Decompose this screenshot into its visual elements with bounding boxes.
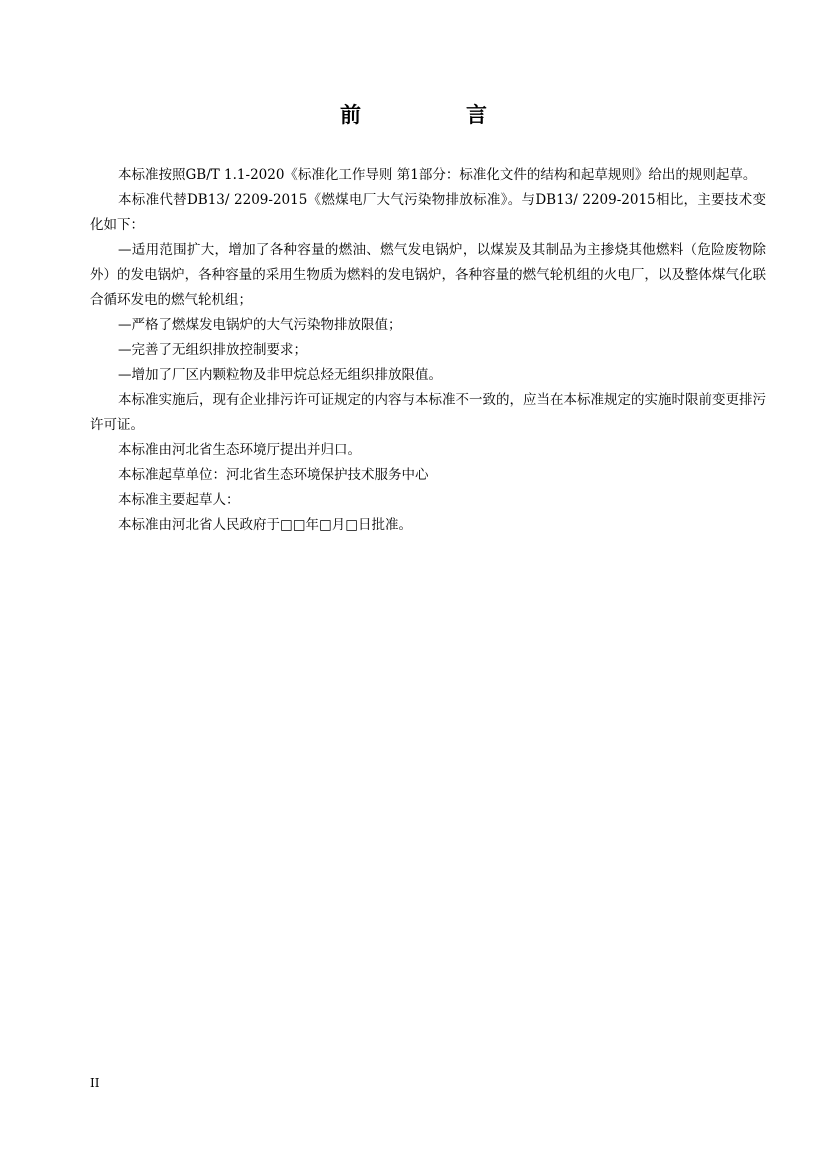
page-title: 前 言: [340, 102, 529, 127]
foreword-body: [90, 163, 766, 538]
paragraph-change-limits: —严格了燃煤发电锅炉的大气污染物排放限值；: [118, 317, 402, 333]
paragraph-change-fugitive-control: —完善了无组织排放控制要求；: [118, 342, 307, 358]
paragraph-change-fugitive-limits: —增加了厂区内颗粒物及非甲烷总烃无组织排放限值。: [118, 367, 442, 383]
paragraph-drafting-unit: 本标准起草单位：河北省生态环境保护技术服务中心: [118, 467, 429, 483]
paragraph-drafters: 本标准主要起草人：: [118, 492, 240, 508]
paragraph-proposer: 本标准由河北省生态环境厅提出并归口。: [118, 442, 361, 458]
paragraph-permit: 本标准实施后，现有企业排污许可证规定的内容与本标准不一致的，应当在本标准规定的实施时限前变更排污许可证。: [90, 392, 766, 433]
paragraph-approval: 本标准由河北省人民政府于□□年□月□日批准。: [118, 517, 413, 533]
page-number: II: [90, 1076, 100, 1090]
paragraph-drafting-rules: 本标准按照GB/T 1.1-2020《标准化工作导则 第1部分：标准化文件的结构和起草规则》给出的规则起草。: [118, 167, 757, 183]
paragraph-change-scope: —适用范围扩大，增加了各种容量的燃油、燃气发电锅炉，以煤炭及其制品为主掺烧其他燃料（危险废物除外）的发电锅炉，各种容量的采用生物质为燃料的发电锅炉，各种容量的燃气轮机组的火电厂，以及整体煤气化联合循环发电的燃气轮机组；: [90, 242, 766, 308]
paragraph-replacement: 本标准代替DB13/ 2209-2015《燃煤电厂大气污染物排放标准》。与DB13/ 2209-2015相比，主要技术变化如下：: [90, 192, 766, 233]
